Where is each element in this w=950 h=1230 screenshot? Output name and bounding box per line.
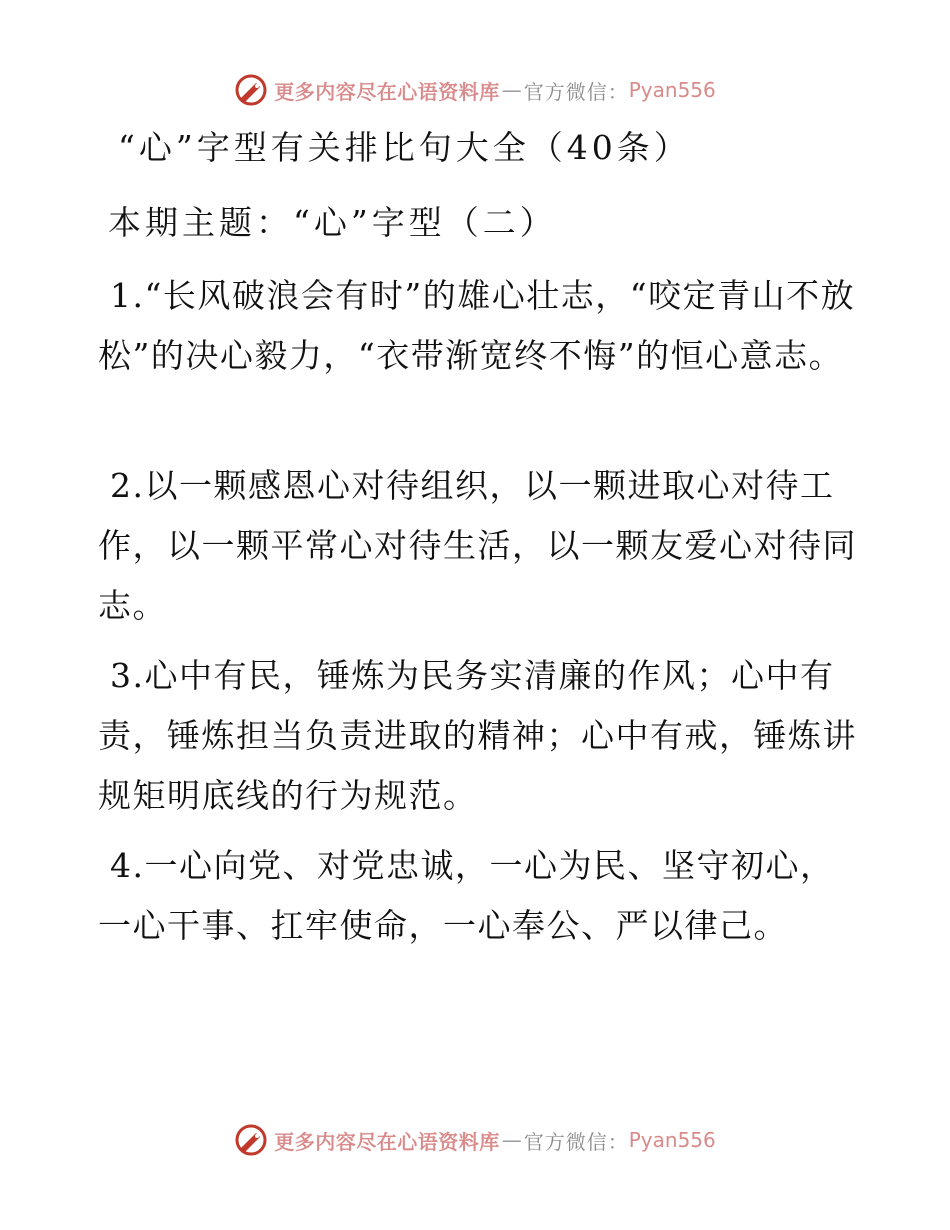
paragraph-item: 4.一心向党、对党忠诚，一心为民、坚守初心，一心干事、扛牢使命，一心奉公、严以律己。 — [98, 846, 835, 945]
footer-official-label: 官方微信： — [523, 1129, 629, 1154]
pen-nib-logo-icon — [234, 1123, 268, 1157]
header-official-label: 官方微信： — [523, 79, 629, 104]
footer-separator: — — [501, 1128, 522, 1152]
header-separator: — — [501, 78, 522, 102]
footer-banner — [0, 1120, 950, 1160]
pen-nib-logo-icon — [234, 73, 268, 107]
paragraph-item: 1.“长风破浪会有时”的雄心壮志，“咬定青山不放松”的决心毅力，“衣带渐宽终不悔”的恒心意志。 — [98, 276, 856, 375]
header-brand-text: 更多内容尽在心语资料库 — [274, 79, 500, 104]
footer-brand-text: 更多内容尽在心语资料库 — [274, 1129, 500, 1154]
header-wechat-id: Pyan556 — [628, 78, 716, 102]
paragraph-item: 3.心中有民，锤炼为民务实清廉的作风；心中有责，锤炼担当负责进取的精神；心中有戒，锤炼讲规矩明底线的行为规范。 — [98, 656, 857, 815]
header-banner — [0, 70, 950, 110]
paragraph-item: 2.以一颗感恩心对待组织，以一颗进取心对待工作，以一颗平常心对待生活，以一颗友爱心对待同志。 — [98, 466, 857, 625]
footer-wechat-id: Pyan556 — [628, 1128, 716, 1152]
issue-theme: 本期主题：“心”字型（二） — [108, 203, 557, 242]
document-title: “心”字型有关排比句大全（40条） — [118, 128, 691, 167]
